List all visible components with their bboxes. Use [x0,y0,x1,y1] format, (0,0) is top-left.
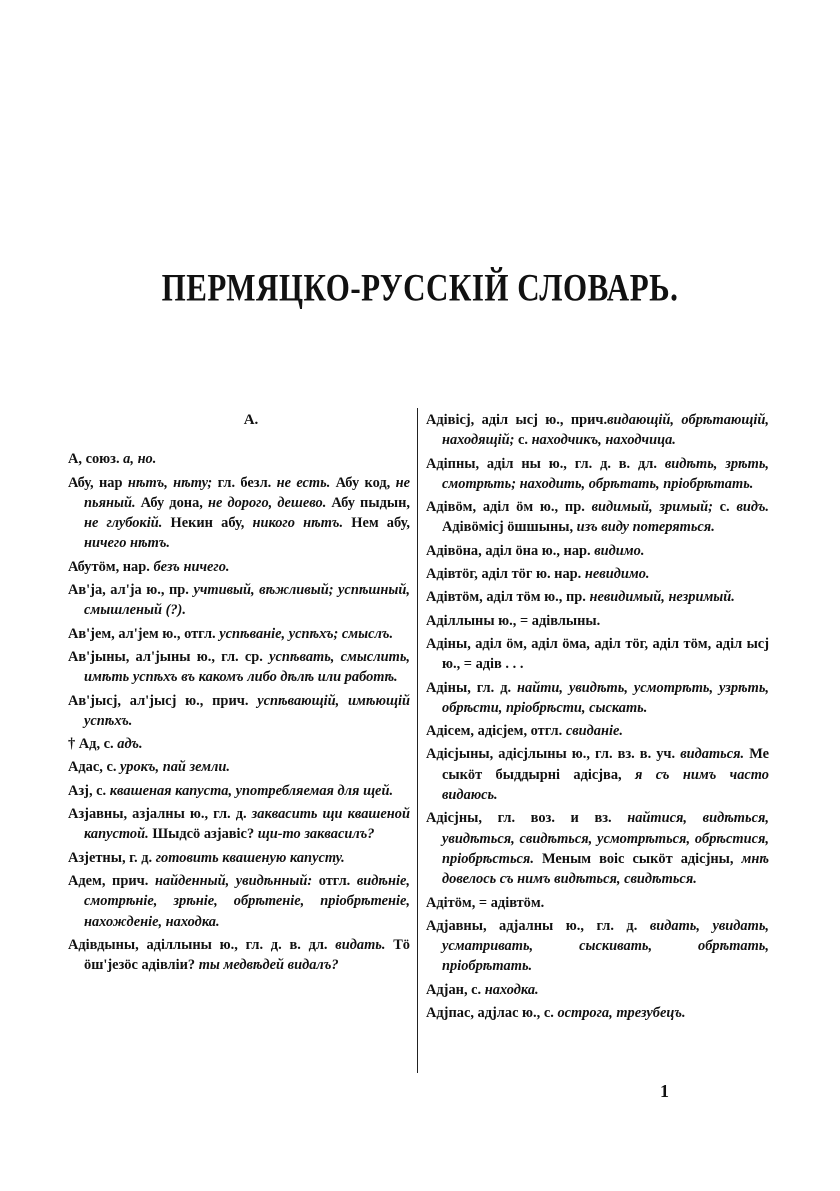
page-title: ПЕРМЯЦКО-РУССКІЙ СЛОВАРЬ. [161,265,679,310]
entry-definition: урокъ, пай земли. [120,759,230,776]
dictionary-entry [68,557,410,577]
entry-definition: видать. [335,936,386,953]
dictionary-entry [426,564,769,584]
entry-text: Адісем, адісјем, отгл. [426,723,563,740]
dictionary-entry [426,721,769,741]
entry-definition: не есть. [276,474,331,491]
dictionary-entry [68,647,410,688]
dictionary-entry [68,473,410,554]
entry-text: Ав'ја, ал'ја ю., пр. [68,582,189,599]
entry-text [148,873,155,889]
dictionary-entry [426,587,769,607]
entry-text: гл. безл. [212,474,277,491]
entry-definition: видающій, обрѣтающій, находящій; [442,412,769,449]
entry-text [248,693,257,709]
entry-definition: готовить квашеную капусту. [155,849,345,866]
entry-text: Адіпны, аділ ны ю., гл. д. в. дл. [426,455,657,472]
entry-text: Адас, с. [68,759,117,776]
entry-definition: найтися, видѣться, увидѣться, свидѣться, усмотрѣться, обрѣстися, пріобрѣсться. [442,810,769,867]
entry-definition: видѣніе, смотрѣніе, зрѣніе, обрѣтеніе, пріобрѣтеніе, нахожденіе, находка. [84,872,410,930]
dictionary-entry [426,541,769,561]
entry-definition: заквасить щи квашеной капустой. [84,806,410,843]
entry-text: Ме сыкöт быддырні адісјва, [442,746,769,783]
entry-definition: не глубокій. [84,515,163,532]
entry-text: Абу дона, [135,494,208,511]
entry-text: Ав'јем, ал'јем ю., отгл. [68,625,216,642]
entry-text [637,918,650,934]
entry-text: Адівтöм, аділ тöм ю., пр. [426,589,586,606]
entry-text [585,499,592,515]
dictionary-entry [68,935,410,976]
entry-definition: невидимо. [584,566,650,583]
page-number: 1 [660,1081,669,1101]
entry-text: Адјан, с. [426,981,482,998]
dictionary-entry [426,410,769,451]
entry-definition: успѣвающій, имѣющій успѣхъ. [84,692,410,729]
entry-definition: не пьяный. [84,474,410,511]
entry-text: Абутöм, нар. [68,558,150,575]
entry-text: А, союз. [68,451,120,468]
dictionary-entry [426,678,769,719]
entry-text: Адівöмісј öшшыны, [442,519,577,536]
entry-definition: квашеная капуста, употребляемая для щей. [109,782,394,799]
entry-definition: изъ виду потеряться. [576,519,715,536]
entry-text: Шыдсö азјавіс? [148,826,258,843]
dictionary-entry [68,848,410,868]
entry-definition: видъ. [736,499,769,516]
entry-definition: я съ нимъ часто видаюсь. [442,766,769,804]
entry-text: Адівісј, аділ ысј ю., прич. [426,412,608,428]
left-entries [68,449,410,975]
entry-text: Адівтöг, аділ тöг ю. нар. [426,566,582,583]
entry-text: Адем, прич. [68,872,149,889]
entry-definition: успѣваніе, успѣхъ; смыслъ. [219,625,394,642]
right-entries [426,410,769,1023]
dictionary-entry [68,757,410,777]
dictionary-entry [426,916,769,977]
entry-definition: острога, трезубецъ. [557,1005,686,1022]
entry-definition: а, но. [123,451,157,468]
dictionary-entry [68,804,410,845]
entry-definition: ты медвѣдей видалъ? [198,957,339,974]
entry-text: Адівöна, аділ öна ю., нар. [426,542,591,559]
entry-definition: найденный, увидѣнный: [154,872,313,889]
entry-text: Адісјны, гл. воз. и вз. [426,810,612,827]
entry-text: Адјпас, адјлас ю., с. [426,1005,554,1022]
entry-text: Адіны, аділ öм, аділ öма, аділ тöг, аділ тöм, аділ ысј ю., = адів . . . [426,635,769,673]
entry-text: † Ад, с. [68,736,114,753]
entry-text: Нем абу, [343,515,410,532]
entry-definition: видать, увидать, усматривать, сыскивать, обрѣтать, пріобрѣтать. [442,917,769,975]
entry-definition: видѣть, зрѣть, смотрѣть; находить, обрѣтать, пріобрѣтать. [442,455,769,492]
entry-definition: учтивый, вѣжливый; успѣшный, смышленый (?). [84,582,410,619]
entry-text: Адівдыны, аділлыны ю., гл. д. в. дл. [68,936,328,953]
entry-text: Ав'јыны, ал'јыны ю., гл. ср. [68,648,263,665]
entry-definition: мнѣ довелось съ нимъ видѣться, свидѣться. [442,850,769,888]
entry-definition: адъ. [117,736,143,753]
dictionary-entry [426,744,769,805]
dictionary-entry [426,893,769,913]
entry-text: Некин абу, [162,515,253,532]
section-letter: А. [243,412,259,428]
dictionary-entry [426,634,769,675]
entry-definition: не дорого, дешево. [207,494,327,511]
entry-text: с. [712,499,737,516]
entry-text: Абу пыдын, [326,494,410,511]
dictionary-entry [426,1003,769,1023]
entry-definition: ничего нѣтъ. [84,535,170,552]
entry-text [657,456,665,472]
dictionary-entry [68,871,410,932]
entry-definition: находка. [484,981,539,998]
left-column [68,410,410,978]
dictionary-entry [426,808,769,889]
entry-text: Азјавны, азјалны ю., гл. д. [68,806,247,823]
dictionary-entry [426,497,769,538]
entry-definition: никого нѣтъ. [252,515,344,532]
entry-definition: успѣвать, смыслить, имѣть успѣхъ въ какомъ либо дѣлѣ или работѣ. [84,648,411,686]
dictionary-entry [426,454,769,495]
entry-definition: нѣтъ, нѣту; [127,474,213,491]
entry-text: Адівöм, аділ öм ю., пр. [426,499,585,516]
entry-definition: щи-то заквасилъ? [257,826,375,843]
dictionary-entry [68,449,410,469]
entry-definition: свиданіе. [565,723,623,740]
entry-text: Тö öш'језöс адівліи? [84,936,410,974]
entry-text: Абу, нар [68,474,123,491]
entry-text: с. [514,432,532,449]
dictionary-entry [68,734,410,754]
entry-definition: находчикъ, находчица. [531,432,676,449]
entry-definition: видаться. [680,746,745,763]
dictionary-entry [426,980,769,1000]
entry-text: Адјавны, адјалны ю., гл. д. [426,917,638,934]
entry-definition: невидимый, незримый. [589,589,735,606]
entry-definition: найти, увидѣть, усмотрѣть, узрѣть, обрѣсти, пріобрѣсти, сыскать. [442,679,769,716]
right-column [426,410,769,1026]
entry-definition: видимый, зримый; [591,499,713,516]
entry-text: Абу код, [330,474,396,491]
entry-text: Адіны, гл. д. [426,679,512,696]
entry-definition: видимо. [594,542,645,559]
entry-text: Адісјыны, адісјлыны ю., гл. вз. в. уч. [426,746,676,763]
dictionary-entry [68,691,410,732]
entry-text: Ав'јысј, ал'јысј ю., прич. [68,692,249,709]
entry-text: Азјетны, г. д. [68,849,153,866]
dictionary-entry [68,580,410,621]
column-divider [417,408,418,1073]
entry-text: Меным воіс сыкöт адісјны, [533,850,742,867]
entry-text: Адітöм, = адівтöм. [426,894,545,911]
entry-text [612,810,628,826]
entry-text: Аділлыны ю., = адівлыны. [426,612,601,629]
entry-text: отгл. [312,872,357,889]
dictionary-entry [426,611,769,631]
dictionary-entry [68,781,410,801]
entry-definition: безъ ничего. [153,558,230,575]
dictionary-entry [68,624,410,644]
entry-text: Азј, с. [68,782,107,799]
